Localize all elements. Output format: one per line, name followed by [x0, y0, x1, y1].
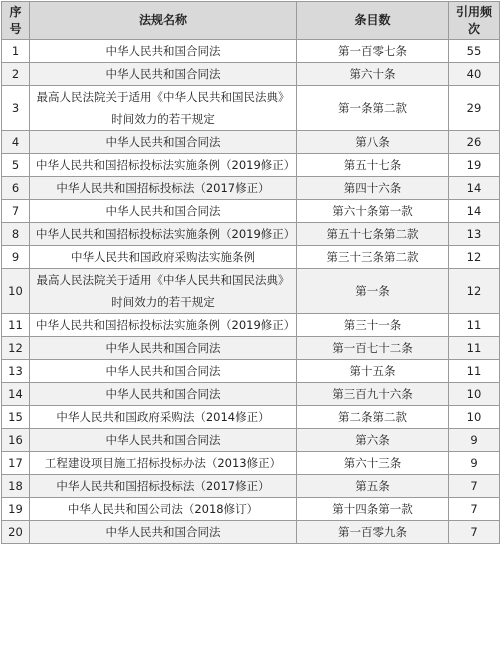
header-law-name: 法规名称	[30, 2, 297, 40]
table-row	[2, 337, 500, 360]
row-index: 13	[2, 360, 30, 383]
table-row	[2, 86, 500, 131]
row-citation-count: 14	[449, 177, 500, 200]
row-citation-count: 11	[449, 360, 500, 383]
row-article: 第十四条第一款	[297, 498, 449, 521]
row-citation-count: 29	[449, 86, 500, 131]
table-row	[2, 360, 500, 383]
row-citation-count: 11	[449, 337, 500, 360]
header-index: 序号	[2, 2, 30, 40]
table-row	[2, 383, 500, 406]
row-index: 20	[2, 521, 30, 544]
row-citation-count: 7	[449, 475, 500, 498]
row-index: 10	[2, 269, 30, 314]
table-row	[2, 406, 500, 429]
table-row	[2, 40, 500, 63]
row-law-name: 中华人民共和国合同法	[30, 337, 297, 360]
table-row	[2, 223, 500, 246]
row-index: 15	[2, 406, 30, 429]
row-law-name: 中华人民共和国合同法	[30, 521, 297, 544]
row-law-name: 中华人民共和国招标投标法（2017修正）	[30, 475, 297, 498]
table-row	[2, 154, 500, 177]
row-law-name: 中华人民共和国合同法	[30, 360, 297, 383]
row-index: 14	[2, 383, 30, 406]
row-index: 8	[2, 223, 30, 246]
table-row	[2, 521, 500, 544]
table-row	[2, 429, 500, 452]
row-article: 第六十条第一款	[297, 200, 449, 223]
row-article: 第五条	[297, 475, 449, 498]
row-law-name: 中华人民共和国合同法	[30, 40, 297, 63]
row-index: 4	[2, 131, 30, 154]
table-row	[2, 246, 500, 269]
row-index: 9	[2, 246, 30, 269]
table-row	[2, 200, 500, 223]
row-index: 16	[2, 429, 30, 452]
row-article: 第六十条	[297, 63, 449, 86]
row-index: 2	[2, 63, 30, 86]
row-law-name: 中华人民共和国招标投标法实施条例（2019修正）	[30, 154, 297, 177]
row-law-name: 中华人民共和国政府采购法实施条例	[30, 246, 297, 269]
row-citation-count: 55	[449, 40, 500, 63]
row-citation-count: 19	[449, 154, 500, 177]
row-article: 第三百九十六条	[297, 383, 449, 406]
row-article: 第一百七十二条	[297, 337, 449, 360]
table-header-row	[2, 2, 500, 40]
row-citation-count: 11	[449, 314, 500, 337]
row-citation-count: 12	[449, 246, 500, 269]
header-citation-count: 引用频次	[449, 2, 500, 40]
row-index: 17	[2, 452, 30, 475]
row-law-name: 最高人民法院关于适用《中华人民共和国民法典》时间效力的若干规定	[30, 86, 297, 131]
table-row	[2, 498, 500, 521]
row-index: 5	[2, 154, 30, 177]
row-index: 12	[2, 337, 30, 360]
row-law-name: 中华人民共和国政府采购法（2014修正）	[30, 406, 297, 429]
row-article: 第一百零七条	[297, 40, 449, 63]
row-citation-count: 10	[449, 383, 500, 406]
row-index: 7	[2, 200, 30, 223]
row-article: 第三十三条第二款	[297, 246, 449, 269]
row-article: 第二条第二款	[297, 406, 449, 429]
table-row	[2, 269, 500, 314]
row-law-name: 中华人民共和国招标投标法实施条例（2019修正）	[30, 223, 297, 246]
row-law-name: 中华人民共和国合同法	[30, 131, 297, 154]
row-article: 第四十六条	[297, 177, 449, 200]
row-citation-count: 14	[449, 200, 500, 223]
row-article: 第一条	[297, 269, 449, 314]
row-article: 第六十三条	[297, 452, 449, 475]
row-citation-count: 40	[449, 63, 500, 86]
row-law-name: 工程建设项目施工招标投标办法（2013修正）	[30, 452, 297, 475]
row-law-name: 最高人民法院关于适用《中华人民共和国民法典》时间效力的若干规定	[30, 269, 297, 314]
row-citation-count: 9	[449, 429, 500, 452]
table-row	[2, 131, 500, 154]
law-citation-table	[1, 1, 500, 544]
row-law-name: 中华人民共和国合同法	[30, 429, 297, 452]
table-row	[2, 63, 500, 86]
row-article: 第一百零九条	[297, 521, 449, 544]
header-article: 条目数	[297, 2, 449, 40]
row-citation-count: 7	[449, 498, 500, 521]
row-law-name: 中华人民共和国合同法	[30, 200, 297, 223]
row-article: 第一条第二款	[297, 86, 449, 131]
row-citation-count: 13	[449, 223, 500, 246]
row-article: 第十五条	[297, 360, 449, 383]
row-law-name: 中华人民共和国合同法	[30, 383, 297, 406]
table-body	[2, 40, 500, 544]
row-citation-count: 12	[449, 269, 500, 314]
table-row	[2, 177, 500, 200]
row-citation-count: 7	[449, 521, 500, 544]
table-row	[2, 452, 500, 475]
row-article: 第五十七条第二款	[297, 223, 449, 246]
row-article: 第六条	[297, 429, 449, 452]
row-law-name: 中华人民共和国合同法	[30, 63, 297, 86]
row-index: 11	[2, 314, 30, 337]
row-law-name: 中华人民共和国招标投标法（2017修正）	[30, 177, 297, 200]
row-article: 第三十一条	[297, 314, 449, 337]
row-article: 第五十七条	[297, 154, 449, 177]
row-index: 3	[2, 86, 30, 131]
row-citation-count: 10	[449, 406, 500, 429]
table-row	[2, 475, 500, 498]
row-index: 19	[2, 498, 30, 521]
row-law-name: 中华人民共和国招标投标法实施条例（2019修正）	[30, 314, 297, 337]
row-index: 1	[2, 40, 30, 63]
row-article: 第八条	[297, 131, 449, 154]
row-index: 18	[2, 475, 30, 498]
row-index: 6	[2, 177, 30, 200]
row-citation-count: 26	[449, 131, 500, 154]
row-citation-count: 9	[449, 452, 500, 475]
row-law-name: 中华人民共和国公司法（2018修订）	[30, 498, 297, 521]
table-row	[2, 314, 500, 337]
